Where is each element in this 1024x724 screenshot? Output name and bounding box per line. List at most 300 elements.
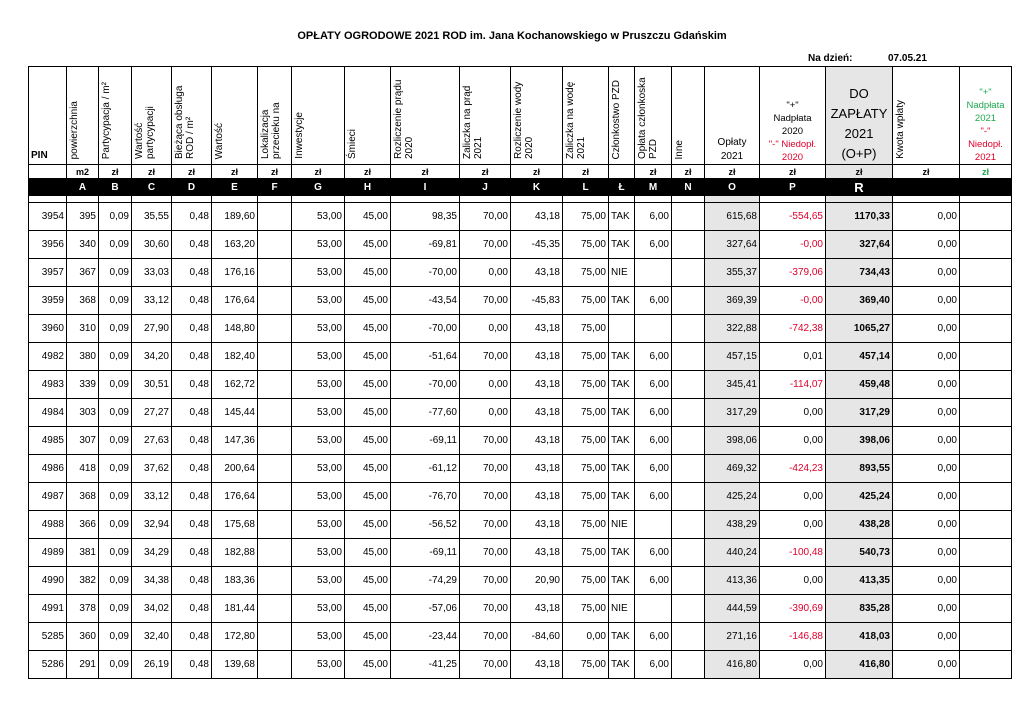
table-cell (960, 455, 1012, 483)
table-cell (672, 595, 705, 623)
table-cell: 75,00 (563, 455, 609, 483)
table-cell: 53,00 (292, 595, 345, 623)
table-cell: 33,12 (132, 483, 172, 511)
spacer-cell (460, 196, 511, 203)
unit-cell: zł (212, 165, 258, 179)
unit-cell: zł (960, 165, 1012, 179)
table-cell: 0,48 (172, 203, 212, 231)
column-letter: A (67, 179, 99, 196)
page-title: OPŁATY OGRODOWE 2021 ROD im. Jana Kochanowskiego w Pruszczu Gdańskim (297, 30, 727, 42)
table-cell: 0,00 (893, 399, 960, 427)
table-cell (258, 315, 292, 343)
unit-cell: zł (893, 165, 960, 179)
header-kwota-wplaty: Kwota wpłaty (893, 67, 960, 165)
table-cell: 0,48 (172, 343, 212, 371)
table-row (29, 595, 1012, 623)
table-cell: 70,00 (460, 231, 511, 259)
table-cell: 34,20 (132, 343, 172, 371)
table-cell: 5285 (29, 623, 67, 651)
table-cell: 45,00 (345, 287, 391, 315)
table-cell (672, 623, 705, 651)
table-cell: 139,68 (212, 651, 258, 679)
unit-cell: zł (563, 165, 609, 179)
table-cell: 43,18 (511, 371, 563, 399)
table-cell: 53,00 (292, 427, 345, 455)
spacer-cell (893, 196, 960, 203)
table-cell: -76,70 (391, 483, 460, 511)
table-cell: 35,55 (132, 203, 172, 231)
table-cell: 176,16 (212, 259, 258, 287)
table-cell: 0,00 (460, 371, 511, 399)
table-cell: 0,09 (99, 567, 132, 595)
table-cell: -70,00 (391, 371, 460, 399)
column-letter (960, 179, 1012, 196)
table-cell: 0,09 (99, 287, 132, 315)
table-cell: 0,00 (893, 259, 960, 287)
table-cell: 53,00 (292, 315, 345, 343)
table-cell (960, 595, 1012, 623)
table-cell: -0,00 (760, 231, 826, 259)
table-cell (960, 259, 1012, 287)
table-cell: -100,48 (760, 539, 826, 567)
table-cell: 0,00 (893, 539, 960, 567)
table-cell: -84,60 (511, 623, 563, 651)
table-cell (672, 371, 705, 399)
table-cell (635, 315, 672, 343)
table-cell: 0,09 (99, 231, 132, 259)
header-nadplata-2020: "+" Nadpłata 2020 "-" Niedopł. 2020 (760, 67, 826, 165)
table-cell: TAK (609, 567, 635, 595)
table-cell (960, 567, 1012, 595)
header-nadplata-2021: "+" Nadpłata 2021 "-" Niedopł. 2021 (960, 67, 1012, 165)
table-cell: 367 (67, 259, 99, 287)
header-rozliczenie-wody: Rozliczenie wody 2020 (511, 67, 563, 165)
table-cell: 176,64 (212, 287, 258, 315)
table-cell (672, 315, 705, 343)
table-cell: TAK (609, 371, 635, 399)
header-wartosc: Wartość (212, 67, 258, 165)
table-cell: TAK (609, 399, 635, 427)
table-cell: 1065,27 (826, 315, 893, 343)
table-cell: -45,35 (511, 231, 563, 259)
spacer-cell (511, 196, 563, 203)
table-cell: 3956 (29, 231, 67, 259)
table-cell: 32,40 (132, 623, 172, 651)
table-cell: 355,37 (705, 259, 760, 287)
header-zaliczka-prad: Zaliczka na prąd 2021 (460, 67, 511, 165)
table-cell: 43,18 (511, 483, 563, 511)
table-cell: 0,09 (99, 511, 132, 539)
column-letter: K (511, 179, 563, 196)
table-cell: 53,00 (292, 343, 345, 371)
table-cell: 6,00 (635, 455, 672, 483)
unit-cell (29, 165, 67, 179)
table-cell (258, 427, 292, 455)
table-cell: 457,15 (705, 343, 760, 371)
table-cell: 0,48 (172, 455, 212, 483)
table-cell (960, 399, 1012, 427)
column-letter: F (258, 179, 292, 196)
header-rozliczenie-pradu: Rozliczenie prądu 2020 (391, 67, 460, 165)
table-cell (960, 623, 1012, 651)
table-cell: 4984 (29, 399, 67, 427)
table-cell: -424,23 (760, 455, 826, 483)
header-oplata-czlonkowska: Opłata członkoska PZD (635, 67, 672, 165)
table-cell (672, 427, 705, 455)
table-cell: 0,00 (563, 623, 609, 651)
table-cell: 459,48 (826, 371, 893, 399)
table-cell: 0,48 (172, 651, 212, 679)
table-cell: 27,27 (132, 399, 172, 427)
table-cell: 345,41 (705, 371, 760, 399)
column-letter: O (705, 179, 760, 196)
column-letter: G (292, 179, 345, 196)
table-cell: 32,94 (132, 511, 172, 539)
table-cell: -61,12 (391, 455, 460, 483)
table-cell: 30,60 (132, 231, 172, 259)
table-cell: 182,88 (212, 539, 258, 567)
table-cell (635, 595, 672, 623)
table-cell: NIE (609, 511, 635, 539)
table-cell (258, 231, 292, 259)
table-cell: 0,00 (760, 567, 826, 595)
table-cell: 317,29 (705, 399, 760, 427)
table-cell: 33,03 (132, 259, 172, 287)
unit-cell: zł (672, 165, 705, 179)
table-cell: 0,00 (893, 343, 960, 371)
table-cell: 4990 (29, 567, 67, 595)
table-cell: -114,07 (760, 371, 826, 399)
table-cell: 4983 (29, 371, 67, 399)
unit-cell: zł (826, 165, 893, 179)
unit-cell: zł (132, 165, 172, 179)
table-row (29, 651, 1012, 679)
table-cell: 0,09 (99, 455, 132, 483)
spacer-cell (960, 196, 1012, 203)
table-cell: -69,81 (391, 231, 460, 259)
spacer-cell (292, 196, 345, 203)
table-cell: 45,00 (345, 427, 391, 455)
table-cell: TAK (609, 231, 635, 259)
date-value: 07.05.21 (888, 53, 927, 64)
table-cell: 893,55 (826, 455, 893, 483)
table-cell: -74,29 (391, 567, 460, 595)
table-cell: 0,48 (172, 539, 212, 567)
unit-cell: zł (172, 165, 212, 179)
table-cell (960, 287, 1012, 315)
table-cell: 0,00 (893, 511, 960, 539)
table-cell: TAK (609, 539, 635, 567)
table-cell (672, 231, 705, 259)
table-cell: 0,00 (760, 399, 826, 427)
table-cell (258, 371, 292, 399)
table-cell: 75,00 (563, 651, 609, 679)
header-lokalizacja: Lokalizacja przecieku na (258, 67, 292, 165)
table-cell: 438,28 (826, 511, 893, 539)
table-cell: 43,18 (511, 455, 563, 483)
table-cell (258, 511, 292, 539)
column-letter: I (391, 179, 460, 196)
table-cell: 398,06 (826, 427, 893, 455)
table-cell: 366 (67, 511, 99, 539)
table-cell: -70,00 (391, 259, 460, 287)
table-cell (672, 483, 705, 511)
table-cell: -43,54 (391, 287, 460, 315)
table-cell: 6,00 (635, 371, 672, 399)
table-cell (258, 259, 292, 287)
table-row (29, 203, 1012, 231)
table-cell: 6,00 (635, 483, 672, 511)
column-letter: L (563, 179, 609, 196)
header-smieci: Śmieci (345, 67, 391, 165)
table-cell: 176,64 (212, 483, 258, 511)
table-row (29, 539, 1012, 567)
unit-cell: zł (460, 165, 511, 179)
table-cell: TAK (609, 455, 635, 483)
table-cell (672, 567, 705, 595)
column-letter: P (760, 179, 826, 196)
table-cell: 0,00 (893, 651, 960, 679)
table-cell: 148,80 (212, 315, 258, 343)
table-cell: 183,36 (212, 567, 258, 595)
table-cell: TAK (609, 343, 635, 371)
spacer-cell (705, 196, 760, 203)
table-cell: 4988 (29, 511, 67, 539)
table-cell: 45,00 (345, 567, 391, 595)
table-row (29, 483, 1012, 511)
table-cell: 0,00 (893, 203, 960, 231)
table-cell: 0,00 (460, 259, 511, 287)
table-cell: 457,14 (826, 343, 893, 371)
table-cell: 27,63 (132, 427, 172, 455)
column-letters-row (29, 179, 1012, 196)
table-cell (258, 455, 292, 483)
table-cell: 70,00 (460, 287, 511, 315)
table-cell (258, 483, 292, 511)
table-cell: 75,00 (563, 483, 609, 511)
table-cell: 340 (67, 231, 99, 259)
unit-cell: zł (258, 165, 292, 179)
table-cell (672, 343, 705, 371)
header-row (29, 67, 1012, 165)
table-cell: -0,00 (760, 287, 826, 315)
table-cell: 3959 (29, 287, 67, 315)
table-cell: 0,09 (99, 259, 132, 287)
table-cell: 418 (67, 455, 99, 483)
table-cell: 53,00 (292, 567, 345, 595)
table-row (29, 371, 1012, 399)
table-cell: 70,00 (460, 511, 511, 539)
spacer-cell (609, 196, 635, 203)
unit-cell: zł (705, 165, 760, 179)
table-cell: 0,00 (893, 483, 960, 511)
table-cell (960, 231, 1012, 259)
table-cell: 53,00 (292, 651, 345, 679)
table-cell: 53,00 (292, 203, 345, 231)
table-cell: 27,90 (132, 315, 172, 343)
table-cell: 4985 (29, 427, 67, 455)
table-cell: 378 (67, 595, 99, 623)
table-cell: 70,00 (460, 427, 511, 455)
table-cell: 398,06 (705, 427, 760, 455)
spacer-cell (563, 196, 609, 203)
table-cell (672, 539, 705, 567)
table-cell: 98,35 (391, 203, 460, 231)
table-cell: 0,00 (893, 427, 960, 455)
spacer-cell (826, 196, 893, 203)
spacer-cell (132, 196, 172, 203)
table-cell: 3960 (29, 315, 67, 343)
table-cell: 75,00 (563, 567, 609, 595)
table-cell: 45,00 (345, 231, 391, 259)
table-cell: 189,60 (212, 203, 258, 231)
column-letter: M (635, 179, 672, 196)
table-cell: 75,00 (563, 315, 609, 343)
table-cell (672, 287, 705, 315)
table-cell: 0,48 (172, 567, 212, 595)
table-cell: 45,00 (345, 315, 391, 343)
table-cell: 382 (67, 567, 99, 595)
table-cell: 0,48 (172, 315, 212, 343)
table-row (29, 567, 1012, 595)
table-cell (960, 483, 1012, 511)
table-cell: 75,00 (563, 203, 609, 231)
header-oplaty: Opłaty 2021 (705, 67, 760, 165)
table-cell: 43,18 (511, 539, 563, 567)
table-cell: 70,00 (460, 567, 511, 595)
table-cell: 271,16 (705, 623, 760, 651)
table-cell (258, 623, 292, 651)
header-powierzchnia: powierzchnia (67, 67, 99, 165)
table-cell: 45,00 (345, 595, 391, 623)
table-cell: 53,00 (292, 623, 345, 651)
table-cell: 6,00 (635, 539, 672, 567)
table-cell: -69,11 (391, 427, 460, 455)
unit-cell: zł (99, 165, 132, 179)
table-cell: -69,11 (391, 539, 460, 567)
table-cell: 0,00 (760, 483, 826, 511)
table-cell: 53,00 (292, 539, 345, 567)
unit-cell: zł (635, 165, 672, 179)
table-cell (258, 343, 292, 371)
table-cell: 181,44 (212, 595, 258, 623)
table-cell: 37,62 (132, 455, 172, 483)
fees-table (28, 66, 1012, 679)
header-do-zaplaty: DO ZAPŁATY 2021 (O+P) (826, 67, 893, 165)
table-cell (258, 539, 292, 567)
table-cell: 53,00 (292, 455, 345, 483)
table-cell (960, 343, 1012, 371)
table-cell: 53,00 (292, 231, 345, 259)
table-cell: 6,00 (635, 623, 672, 651)
table-cell: 438,29 (705, 511, 760, 539)
column-letter: B (99, 179, 132, 196)
table-cell: 43,18 (511, 427, 563, 455)
table-cell: 0,00 (893, 623, 960, 651)
table-row (29, 343, 1012, 371)
table-cell: -51,64 (391, 343, 460, 371)
table-cell: 45,00 (345, 651, 391, 679)
date-label: Na dzień: (808, 53, 853, 64)
table-cell: -56,52 (391, 511, 460, 539)
table-cell: 145,44 (212, 399, 258, 427)
table-cell: 440,24 (705, 539, 760, 567)
table-cell (672, 259, 705, 287)
table-cell: 310 (67, 315, 99, 343)
table-cell: 0,48 (172, 259, 212, 287)
spacer-row (29, 196, 1012, 203)
table-cell: 34,38 (132, 567, 172, 595)
table-cell: -23,44 (391, 623, 460, 651)
table-cell: 303 (67, 399, 99, 427)
table-cell: 45,00 (345, 399, 391, 427)
table-cell: 0,09 (99, 483, 132, 511)
table-cell: 0,48 (172, 287, 212, 315)
table-cell: 0,48 (172, 595, 212, 623)
table-cell: 307 (67, 427, 99, 455)
table-row (29, 399, 1012, 427)
table-cell: 147,36 (212, 427, 258, 455)
table-cell: TAK (609, 651, 635, 679)
table-cell: 43,18 (511, 651, 563, 679)
table-cell (672, 399, 705, 427)
table-cell: 43,18 (511, 399, 563, 427)
spacer-cell (345, 196, 391, 203)
header-zaliczka-woda: Zaliczka na wodę 2021 (563, 67, 609, 165)
table-cell: -45,83 (511, 287, 563, 315)
spacer-cell (172, 196, 212, 203)
unit-cell (609, 165, 635, 179)
table-cell: 0,48 (172, 511, 212, 539)
table-cell (672, 455, 705, 483)
table-cell: 322,88 (705, 315, 760, 343)
table-cell (258, 287, 292, 315)
header-inwestycje: Inwestycje (292, 67, 345, 165)
table-cell: 70,00 (460, 343, 511, 371)
table-cell: 182,40 (212, 343, 258, 371)
table-cell: 45,00 (345, 203, 391, 231)
table-cell: 444,59 (705, 595, 760, 623)
table-cell: 175,68 (212, 511, 258, 539)
table-cell: 75,00 (563, 511, 609, 539)
table-cell: 33,12 (132, 287, 172, 315)
table-cell: 0,09 (99, 343, 132, 371)
table-cell: 70,00 (460, 539, 511, 567)
table-cell: 43,18 (511, 203, 563, 231)
table-cell: -57,06 (391, 595, 460, 623)
table-cell: 327,64 (826, 231, 893, 259)
column-letter: Ł (609, 179, 635, 196)
table-cell: TAK (609, 287, 635, 315)
table-cell: 70,00 (460, 455, 511, 483)
table-cell: -390,69 (760, 595, 826, 623)
table-row (29, 511, 1012, 539)
table-cell: 53,00 (292, 399, 345, 427)
spacer-cell (760, 196, 826, 203)
table-cell: 835,28 (826, 595, 893, 623)
table-cell: 45,00 (345, 343, 391, 371)
table-cell: 163,20 (212, 231, 258, 259)
table-cell: 20,90 (511, 567, 563, 595)
table-cell: 200,64 (212, 455, 258, 483)
table-cell: 6,00 (635, 427, 672, 455)
table-cell: 43,18 (511, 315, 563, 343)
table-cell: 0,00 (460, 399, 511, 427)
table-cell (609, 315, 635, 343)
table-cell (672, 203, 705, 231)
table-cell: 369,40 (826, 287, 893, 315)
table-cell: TAK (609, 427, 635, 455)
